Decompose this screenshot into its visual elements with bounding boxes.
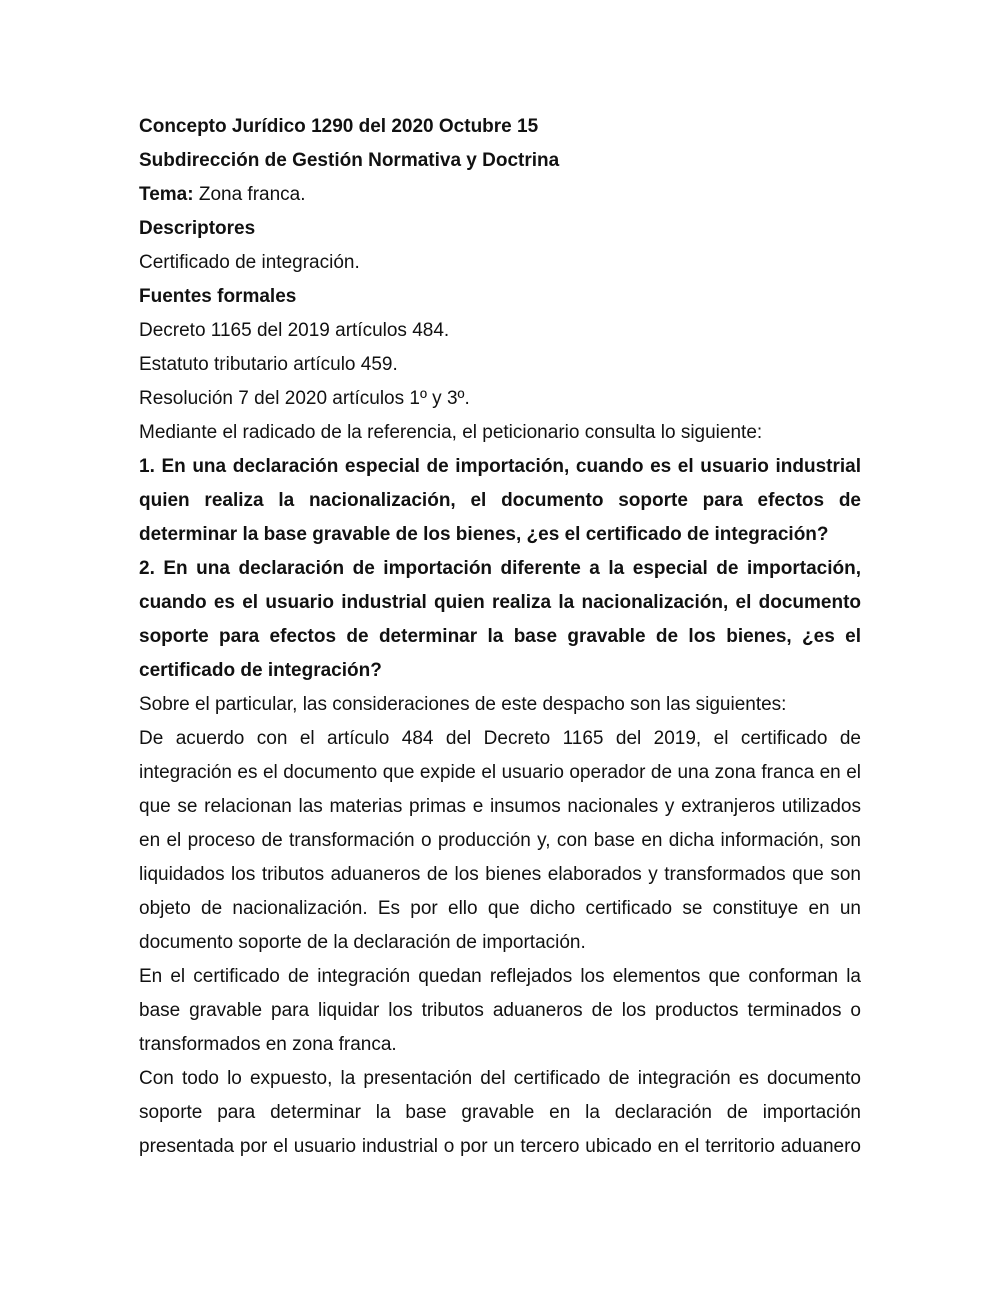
fuente-item: Resolución 7 del 2020 artículos 1º y 3º. (139, 388, 470, 409)
intro-text: Mediante el radicado de la referencia, el peticionario consulta lo siguiente: (139, 422, 763, 443)
document-page (139, 110, 861, 1164)
descriptores-heading: Descriptores (139, 218, 256, 239)
paragraph-3: Con todo lo expuesto, la presentación del certificado de integración es documento soporte para determinar la base gravable en la declaración de importación presentada por el usuario industrial o por un tercero ubicado en el territorio aduanero (139, 1068, 861, 1157)
tema-label: Tema: (139, 184, 194, 205)
paragraph-2: En el certificado de integración quedan reflejados los elementos que conforman la base gravable para liquidar los tributos aduaneros de los productos terminados o transformados en zona franca. (139, 966, 861, 1055)
document-subtitle: Subdirección de Gestión Normativa y Doctrina (139, 150, 560, 171)
descriptores-text: Certificado de integración. (139, 252, 360, 273)
paragraph-1: De acuerdo con el artículo 484 del Decreto 1165 del 2019, el certificado de integración es el documento que expide el usuario operador de una zona franca en el que se relacionan las materias primas e insumos nacionales y extranjeros utilizados en el proceso de transformación o producción y, con base en dicha información, son liquidados los tributos aduaneros de los bienes elaborados y transformados que son objeto de nacionalización. Es por ello que dicho certificado se constituye en un documento soporte de la declaración de importación. (139, 728, 861, 953)
document-title: Concepto Jurídico 1290 del 2020 Octubre 15 (139, 116, 539, 137)
fuentes-heading: Fuentes formales (139, 286, 297, 307)
fuente-item: Estatuto tributario artículo 459. (139, 354, 398, 375)
question-2: 2. En una declaración de importación diferente a la especial de importación, cuando es el usuario industrial quien realiza la nacionalización, el documento soporte para efectos de determinar la base gravable de los bienes, ¿es el certificado de integración? (139, 558, 861, 681)
tema-line (139, 178, 861, 212)
fuente-item: Decreto 1165 del 2019 artículos 484. (139, 320, 450, 341)
tema-value: Zona franca. (193, 184, 306, 205)
question-1: 1. En una declaración especial de importación, cuando es el usuario industrial quien realiza la nacionalización, el documento soporte para efectos de determinar la base gravable de los bienes, ¿es el certificado de integración? (139, 456, 861, 545)
considerations-intro: Sobre el particular, las consideraciones de este despacho son las siguientes: (139, 694, 787, 715)
